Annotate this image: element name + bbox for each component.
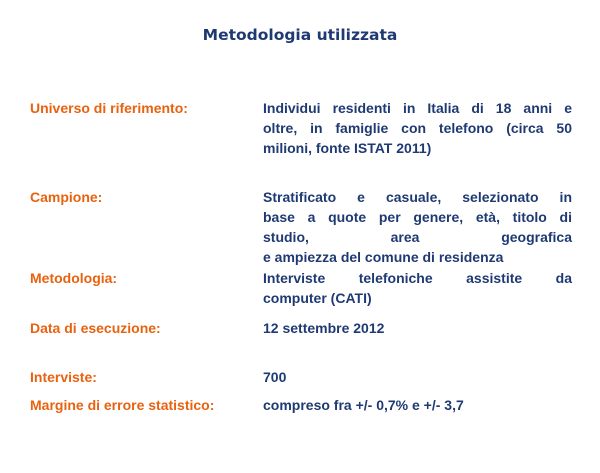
value-margine-errore-line-1: compreso fra +/- 0,7% e +/- 3,7: [263, 397, 464, 413]
value-campione-line-4: e ampiezza del comune di residenza: [263, 249, 504, 265]
value-campione-line-1: Stratificato e casuale, selezionato in: [263, 189, 572, 205]
label-campione: Campione:: [30, 189, 103, 205]
label-universo: Universo di riferimento:: [30, 100, 188, 116]
value-campione: [263, 187, 572, 267]
value-campione-line-2: base a quote per genere, età, titolo di: [263, 209, 572, 225]
value-interviste-line-1: 700: [263, 369, 287, 385]
page-title: Metodologia utilizzata: [202, 26, 398, 44]
value-interviste: [263, 367, 572, 387]
value-metodologia-line-1: Interviste telefoniche assistite da: [263, 270, 572, 286]
value-margine-errore: [263, 395, 572, 415]
value-universo-line-3: milioni, fonte ISTAT 2011): [263, 140, 432, 156]
value-data-esecuzione-line-1: 12 settembre 2012: [263, 320, 385, 336]
label-data-esecuzione: Data di esecuzione:: [30, 320, 161, 336]
value-metodologia-line-2: computer (CATI): [263, 290, 372, 306]
value-universo-line-1: Individui residenti in Italia di 18 anni e: [263, 100, 572, 116]
value-data-esecuzione: [263, 318, 572, 338]
label-margine-errore: Margine di errore statistico:: [30, 397, 215, 413]
value-metodologia: [263, 268, 572, 308]
value-universo-line-2: oltre, in famiglie con telefono (circa 50: [263, 120, 572, 136]
value-universo: [263, 98, 572, 158]
label-metodologia: Metodologia:: [30, 270, 118, 286]
label-interviste: Interviste:: [30, 369, 97, 385]
value-campione-line-3: studio, area geografica: [263, 229, 572, 245]
